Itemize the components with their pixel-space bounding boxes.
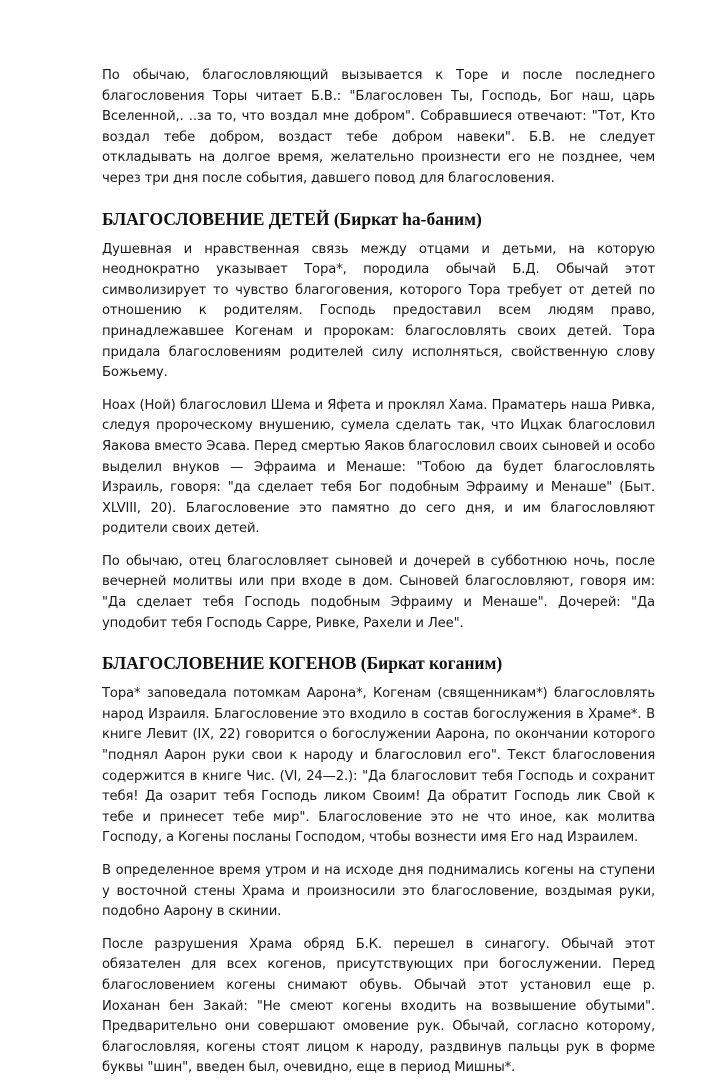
section-heading-kohanim-blessing: БЛАГОСЛОВЕНИЕ КОГЕНОВ (Биркат коганим) [102,653,503,674]
paragraph: По обычаю, отец благословляет сыновей и дочерей в субботнюю ночь, после вечерней молитвы или при входе в дом. Сыновей благословляют, говоря им: "Да сделает тебя Господь подобным Эфраиму и Менаше". Дочерей: "Да уподобит тебя Господь Сарре, Ривке, Рахели и Лее". [102,553,655,631]
paragraph: Душевная и нравственная связь между отцами и детьми, на которую неоднократно указывает Тора*, породила обычай Б.Д. Обычай этот символизирует то чувство благоговения, которого Тора требует от детей по отношению к родителям. Господь предоставил всем людям право, принадлежавшее Когенам и пророкам: благословлять своих детей. Тора придала благословениям родителей силу исполняться, свойственную слову Божьему. [102,241,655,381]
paragraph: Тора* заповедала потомкам Аарона*, Когенам (священникам*) благословлять народ Израиля. Благословение это входило в состав богослужения в Храме*. В книге Левит (IX, 22) говорится о богослужении Аарона, по окончании которого "поднял Аарон руки свои к народу и благословил его". Текст благословения содержится в книге Чис. (VI, 24—2.): "Да благословит тебя Господь и сохранит тебя! Да озарит тебя Господь ликом Своим! Да обратит Господь лик Свой к тебе и принесет тебе мир". Благословение это не что иное, как молитва Господу, а Когены посланы Господом, чтобы вознести имя Его над Израилем. [102,686,655,846]
section-heading-children-blessing: БЛАГОСЛОВЕНИЕ ДЕТЕЙ (Биркат hа-баним) [102,208,482,229]
paragraph: После разрушения Храма обряд Б.К. перешел в синагогу. Обычай этот обязателен для всех когенов, присутствующих при богослужении. Перед благословением когены снимают обувь. Обычай этот установил еще р. Иоханан бен Закай: "Не смеют когены входить на возвышение обутыми". Предварительно они совершают омовение рук. Обычай, согласно которому, благословляя, когены стоят лицом к народу, раздвинув пальцы рук в форме буквы "шин", введен был, очевидно, еще в период Мишны*. [102,936,655,1076]
intro-paragraph: По обычаю, благословляющий вызывается к Торе и после последнего благословения Торы читает Б.В.: "Благословен Ты, Господь, Бог наш, царь Вселенной,. ..за то, что воздал мне добром". Собравшиеся отвечают: "Тот, Кто воздал тебе добром, воздаст тебе добром навеки". Б.В. не следует откладывать на долгое время, желательно произнести его не позднее, чем через три дня после события, давшего повод для благословения. [102,68,655,186]
paragraph: В определенное время утром и на исходе дня поднимались когены на ступени у восточной стены Храма и произносили это благословение, воздымая руки, подобно Аарону в скинии. [102,863,655,920]
paragraph: Ноах (Ной) благословил Шема и Яфета и проклял Хама. Праматерь наша Ривка, следуя пророческому внушению, сумела сделать так, что Ицхак благословил Яакова вместо Эсава. Перед смертью Яаков благословил своих сыновей и особо выделил внуков — Эфраима и Менаше: "Тобою да будет благословлять Израиль, говоря: "да сделает тебя Бог подобным Эфраиму и Менаше" (Быт. XLVIII, 20). Благословение это памятно до сего дня, и им благословляют родители своих детей. [102,397,655,537]
document-page [102,66,655,1091]
